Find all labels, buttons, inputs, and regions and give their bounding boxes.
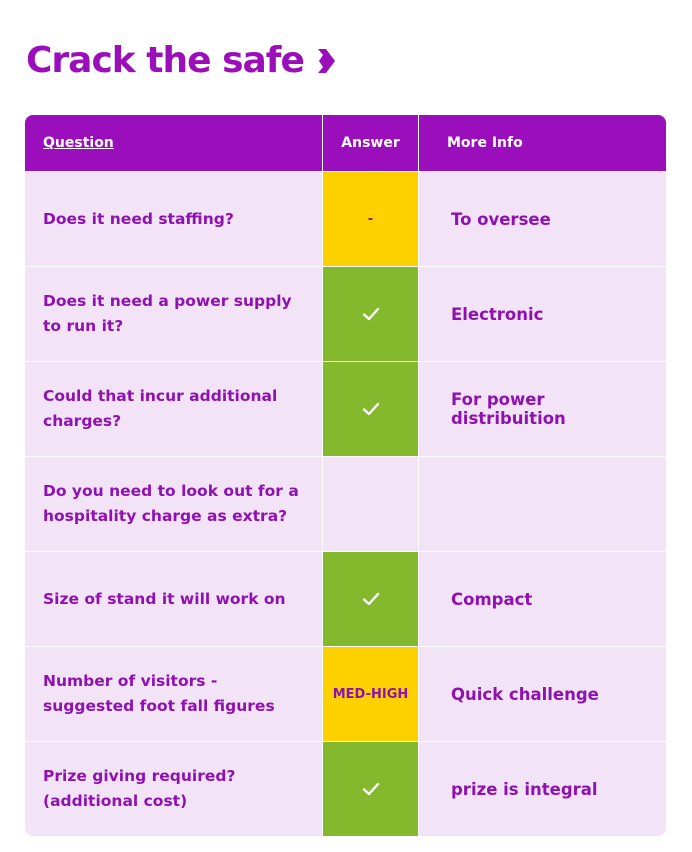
answer-cell (322, 552, 419, 646)
checkmark-icon (362, 402, 380, 416)
table-header-row (25, 115, 666, 171)
header-question-label: Question (43, 135, 114, 151)
answer-cell (322, 172, 419, 266)
question-cell: Does it need staffing? (43, 209, 234, 228)
more-info-cell: Compact (451, 589, 533, 609)
answer-cell (322, 647, 419, 741)
question-cell: Could that incur additional charges? (43, 387, 278, 430)
page-title-text: Crack the safe (26, 40, 304, 81)
answer-cell (322, 742, 419, 836)
more-info-cell: To oversee (451, 209, 551, 229)
table-row (25, 741, 666, 836)
more-info-cell: For power distribuition (451, 390, 566, 428)
answer-value: MED-HIGH (332, 686, 409, 702)
answer-cell (322, 362, 419, 456)
page-title (26, 40, 336, 81)
info-table (25, 115, 666, 836)
question-cell: Prize giving required? (additional cost) (43, 767, 236, 810)
checkmark-icon (362, 307, 380, 321)
more-info-cell: Quick challenge (451, 684, 599, 704)
question-cell: Number of visitors - suggested foot fall figures (43, 672, 275, 715)
more-info-cell: prize is integral (451, 779, 598, 799)
header-question (25, 115, 322, 171)
table-row (25, 266, 666, 361)
answer-value: - (367, 211, 374, 227)
chevron-right-icon (316, 48, 336, 74)
question-cell: Size of stand it will work on (43, 589, 286, 608)
table-row (25, 456, 666, 551)
checkmark-icon (362, 782, 380, 796)
table-row (25, 171, 666, 266)
answer-cell (322, 267, 419, 361)
checkmark-icon (362, 592, 380, 606)
question-cell: Do you need to look out for a hospitality charge as extra? (43, 482, 299, 525)
table-row (25, 551, 666, 646)
answer-cell (322, 457, 419, 551)
header-more-info: More Info (447, 135, 523, 151)
table-row (25, 361, 666, 456)
more-info-cell: Electronic (451, 304, 544, 324)
header-answer: Answer (322, 115, 419, 171)
table-row (25, 646, 666, 741)
table-body (25, 171, 666, 836)
more-info-cell (419, 457, 666, 551)
question-cell: Does it need a power supply to run it? (43, 292, 292, 335)
